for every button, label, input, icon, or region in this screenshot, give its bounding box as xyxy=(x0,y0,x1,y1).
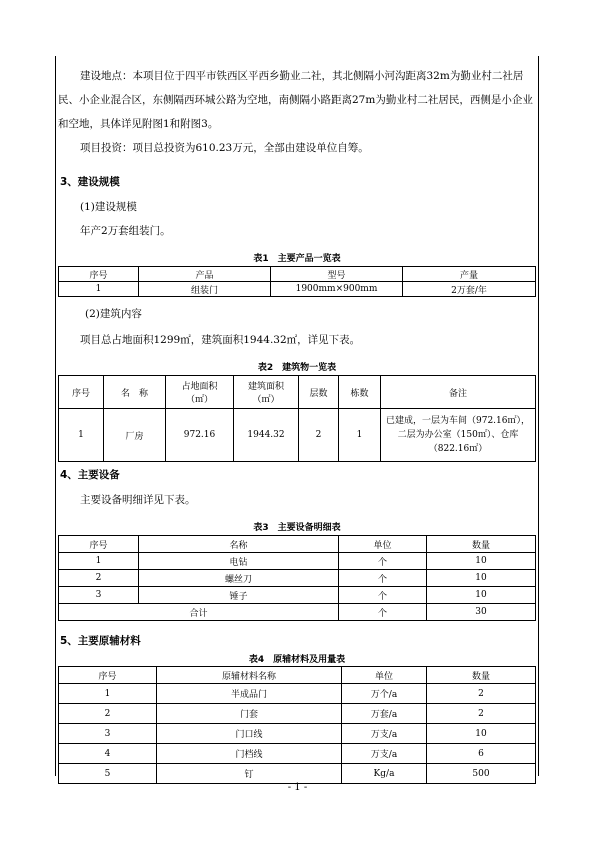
table-row: 2 门套 万套/a 2 xyxy=(59,704,536,724)
page-number: - 1 - xyxy=(287,782,308,793)
table-header: 序号 xyxy=(59,376,104,409)
table-header: 层数 xyxy=(299,376,339,409)
table-row: 4 门档线 万支/a 6 xyxy=(59,744,536,764)
materials-table xyxy=(58,666,536,784)
table-header: 序号 xyxy=(59,267,139,282)
table4-caption: 表4 原辅材料及用量表 xyxy=(248,655,346,665)
table2-caption: 表2 建筑物一览表 xyxy=(257,363,337,373)
section4-heading: 4、主要设备 xyxy=(60,469,120,481)
table-header: 名 称 xyxy=(104,376,166,409)
location-paragraph: 建设地点：本项目位于四平市铁西区平西乡勤业二社，其北侧隔小河沟距离32m为勤业村二社居民、小企业混合区，东侧隔西环城公路为空地，南侧隔小路距离27m为勤业村二社居民，西侧是小企业和空地，具体详见附图1和附图3。 xyxy=(58,70,533,130)
table-row: 2 螺丝刀 个 10 xyxy=(59,570,536,587)
table-header: 建筑面积 （㎡） xyxy=(234,376,299,409)
product-table xyxy=(58,266,536,297)
section5-heading: 5、主要原辅材料 xyxy=(60,635,141,647)
building-subheading: (2)建筑内容 xyxy=(85,308,142,320)
investment-paragraph: 项目投资：项目总投资为610.23万元，全部由建设单位自筹。 xyxy=(80,142,369,154)
table-row: 3 门口线 万支/a 10 xyxy=(59,724,536,744)
table-header: 数量 xyxy=(427,667,536,684)
table-row: 3 锤子 个 10 xyxy=(59,587,536,604)
scale-text: 年产2万套组装门。 xyxy=(80,225,171,237)
table1-caption: 表1 主要产品一览表 xyxy=(253,254,341,264)
table-header: 名称 xyxy=(139,536,339,553)
table-header: 单位 xyxy=(339,536,427,553)
table-header: 数量 xyxy=(427,536,536,553)
scale-subheading: (1)建设规模 xyxy=(80,201,137,213)
table-header: 占地面积 （㎡） xyxy=(166,376,234,409)
table-row: 1 厂房 972.16 1944.32 2 1 已建成，一层为车间（972.16㎡），二层为办公室（150㎡）、仓库（822.16㎡） xyxy=(59,409,536,462)
table-header: 产品 xyxy=(139,267,271,282)
table-header: 型号 xyxy=(271,267,403,282)
table-header: 原辅材料名称 xyxy=(157,667,342,684)
equipment-text: 主要设备明细详见下表。 xyxy=(80,494,196,506)
area-text: 项目总占地面积1299㎡，建筑面积1944.32㎡，详见下表。 xyxy=(80,334,361,346)
table-header: 序号 xyxy=(59,536,139,553)
table-total-row: 合计 个 30 xyxy=(59,604,536,621)
table-row: 1 组装门 1900mm×900mm 2万套/年 xyxy=(59,282,536,297)
table-header: 序号 xyxy=(59,667,157,684)
table-header: 单位 xyxy=(342,667,427,684)
table-row: 1 电钻 个 10 xyxy=(59,553,536,570)
table-header: 栋数 xyxy=(339,376,381,409)
building-table xyxy=(58,375,536,462)
table-header: 备注 xyxy=(381,376,536,409)
section3-heading: 3、建设规模 xyxy=(60,176,120,188)
table-row: 1 半成品门 万个/a 2 xyxy=(59,684,536,704)
table-header: 产量 xyxy=(403,267,536,282)
table-row: 5 钉 Kg/a 500 xyxy=(59,764,536,784)
table3-caption: 表3 主要设备明细表 xyxy=(253,523,341,533)
equipment-table xyxy=(58,535,536,621)
